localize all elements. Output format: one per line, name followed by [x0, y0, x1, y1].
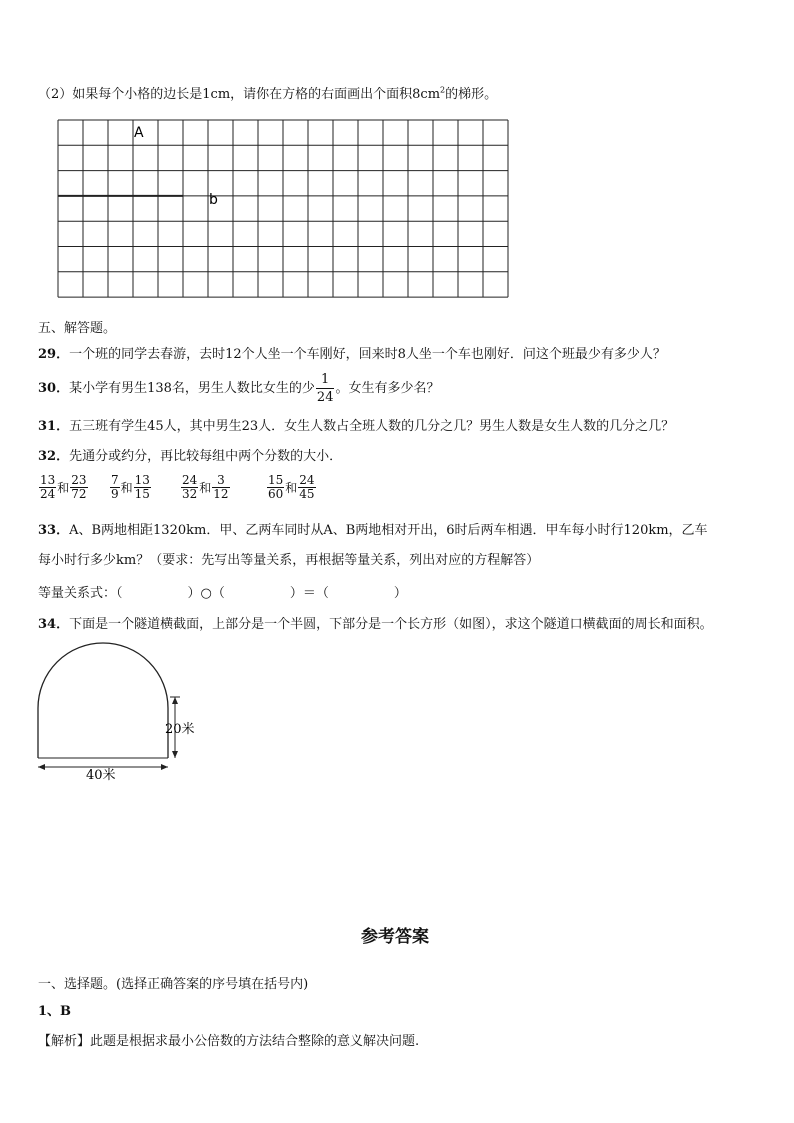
- frac-num: 13: [40, 473, 56, 487]
- q31-text: 五三班有学生45人，其中男生23人．女生人数占全班人数的几分之几？男生人数是女生人数的几分之几？: [69, 419, 675, 434]
- q33-equation: 等量关系式：（ ）○（ ）＝（ ）: [38, 586, 407, 601]
- q32-pair1-and: 和: [57, 481, 70, 495]
- q32-pair-3: [180, 474, 231, 501]
- q2-text-post: 的梯形。: [445, 87, 498, 102]
- frac-den: 12: [213, 487, 229, 501]
- q32-pair-2: [109, 474, 152, 501]
- q33-line1: A、B两地相距1320km．甲、乙两车同时从A、B两地相对开出，6时后两车相遇．甲车每小时行120km，乙车: [69, 523, 708, 538]
- tunnel-diagram: [30, 640, 220, 790]
- q30-number: 30．: [38, 381, 70, 396]
- q32-pair1-b: [70, 474, 87, 501]
- question-32: [38, 445, 342, 464]
- answers-analysis: 【解析】此题是根据求最小公倍数的方法结合整除的意义解决问题.: [38, 1034, 420, 1049]
- q2-text-pre: （2）如果每个小格的边长是1cm，请你在方格的右面画出个面积8cm: [38, 87, 441, 102]
- frac-num: 23: [71, 473, 87, 487]
- frac-den: 32: [182, 487, 198, 501]
- frac-num: 13: [134, 473, 150, 487]
- frac-num: 7: [111, 473, 119, 487]
- q30-frac-num: 1: [316, 371, 335, 389]
- frac-num: 24: [182, 473, 198, 487]
- q32-pair-4: [266, 474, 317, 501]
- frac-den: 45: [299, 487, 315, 501]
- frac-den: 60: [268, 487, 284, 501]
- question-33-line2: 每小时行多少km？（要求：先写出等量关系，再根据等量关系，列出对应的方程解答）: [38, 553, 540, 568]
- q33-number: 33．: [38, 523, 70, 538]
- q34-number: 34．: [38, 617, 70, 632]
- question-29: [38, 343, 666, 362]
- answers-item1: 1、B: [38, 1004, 72, 1019]
- q32-pair2-and: 和: [120, 481, 133, 495]
- q34-text: 下面是一个隧道横截面，上部分是一个半圆，下部分是一个长方形（如图），求这个隧道口横截面的周长和面积。: [69, 617, 713, 632]
- q2-part-text: [38, 83, 497, 102]
- q32-pair-1: [38, 474, 89, 501]
- q30-text-pre: 某小学有男生138名，男生人数比女生的少: [69, 381, 315, 396]
- question-33-line1: [38, 519, 708, 538]
- frac-den: 24: [40, 487, 56, 501]
- q32-pair4-b: [298, 474, 315, 501]
- q30-fraction: [316, 371, 335, 406]
- height-label: 20米: [165, 722, 195, 737]
- q32-pair4-a: [267, 474, 284, 501]
- q32-pair3-a: [181, 474, 198, 501]
- frac-num: 3: [212, 474, 229, 488]
- q32-pair2-b: [134, 474, 151, 501]
- q32-pair1-a: [39, 474, 56, 501]
- frac-num: 24: [299, 473, 315, 487]
- tunnel-outline: [38, 643, 168, 758]
- q2-sup: 2: [440, 85, 446, 95]
- frac-den: 9: [111, 487, 119, 501]
- question-30: [38, 371, 439, 406]
- frac-den: 72: [71, 487, 87, 501]
- section5-heading: 五、解答题。: [38, 321, 117, 336]
- q32-pair2-a: [110, 474, 120, 501]
- q30-frac-den: 24: [316, 390, 334, 405]
- height-arrow-up: [172, 697, 178, 704]
- q31-number: 31．: [38, 419, 70, 434]
- question-31: [38, 415, 674, 434]
- grid-label-a: A: [134, 125, 144, 141]
- q30-text-post: 。女生有多少名？: [335, 381, 440, 396]
- q32-pair3-b: [212, 474, 229, 501]
- q32-number: 32．: [38, 449, 70, 464]
- answers-title: 参考答案: [361, 927, 429, 947]
- width-arrow-right: [161, 764, 168, 770]
- frac-num: 15: [268, 473, 284, 487]
- width-arrow-left: [38, 764, 45, 770]
- grid-label-b: b: [209, 192, 218, 208]
- q32-pair3-and: 和: [199, 481, 212, 495]
- square-grid: [56, 118, 526, 300]
- q29-text: 一个班的同学去春游，去时12个人坐一个车刚好，回来时8人坐一个车也刚好．问这个班最少有多少人？: [69, 347, 666, 362]
- q32-text: 先通分或约分，再比较每组中两个分数的大小．: [69, 449, 343, 464]
- q32-pair4-and: 和: [285, 481, 298, 495]
- question-34: [38, 613, 713, 632]
- frac-den: 15: [134, 487, 150, 501]
- width-label: 40米: [86, 768, 116, 783]
- height-arrow-down: [172, 751, 178, 758]
- answers-section1: 一、选择题。(选择正确答案的序号填在括号内): [38, 977, 309, 992]
- q29-number: 29．: [38, 347, 70, 362]
